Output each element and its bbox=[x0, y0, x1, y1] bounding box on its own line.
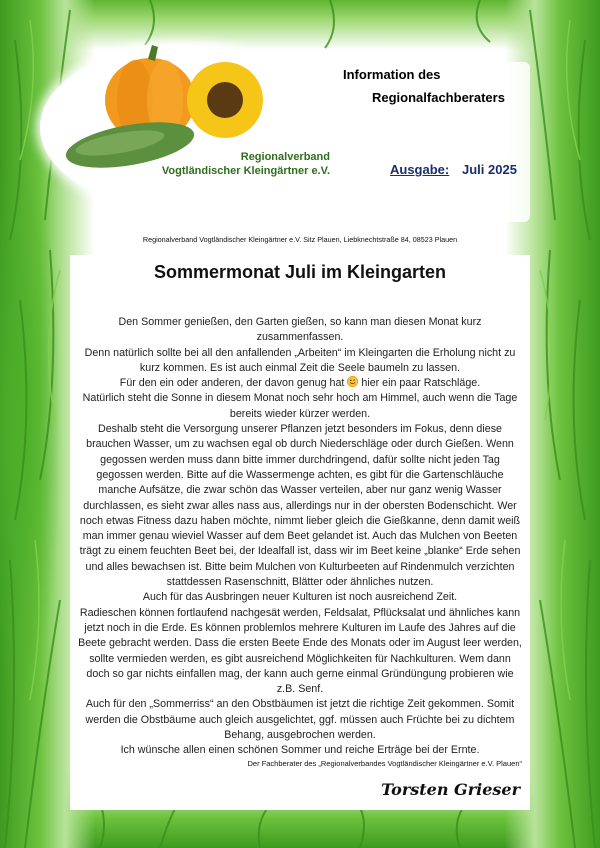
paragraph: Den Sommer genießen, den Garten gießen, so kann man diesen Monat kurz zusammenfassen. bbox=[118, 316, 482, 344]
page-title: Sommermonat Juli im Kleingarten bbox=[153, 262, 447, 282]
signature-name: Torsten Grieser bbox=[381, 780, 520, 799]
header-info-panel bbox=[330, 62, 530, 222]
paragraph: Radieschen können fortlaufend nachgesät werden, Feldsalat, Pflücksalat und ähnliches kann jetzt noch in die Erde. Es können problemlos mehrere Kulturen im Laufe des Jahres auf die Beete gebracht werden. Dass die ersten Beete Ende des Monats oder im August leer werden, sollte vermieden werden, es gibt ausreichend Möglichkeiten für Nachkulturen. Wem dann doch so gar nichts einfallen mag, der kann auch gerne einmal Gründüngung probieren wie z.B. Senf. bbox=[78, 606, 522, 696]
ratschlaege-text-before: Für den ein oder anderen, der davon genug hat bbox=[119, 377, 345, 390]
paragraph: Denn natürlich sollte bei all den anfallenden „Arbeiten“ im Kleingarten die Erholung nicht zu kurz kommen. Es ist auch einmal Zeit die Seele baumeln zu lassen. bbox=[84, 346, 516, 374]
logo-line1: Regionalverband bbox=[240, 151, 330, 163]
info-title-line1: Information des bbox=[343, 67, 441, 82]
paragraph: Ich wünsche allen einen schönen Sommer und reiche Erträge bei der Ernte. bbox=[120, 744, 480, 757]
logo-line2: Vogtländischer Kleingärtner e.V. bbox=[161, 165, 330, 177]
ausgabe-value: Juli 2025 bbox=[462, 162, 517, 177]
ausgabe-label: Ausgabe: bbox=[390, 162, 450, 177]
paragraph: Natürlich steht die Sonne in diesem Monat noch sehr hoch am Himmel, auch wenn die Tage bereits wieder kürzer werden. bbox=[82, 392, 518, 420]
info-title-line2: Regionalfachberaters bbox=[372, 90, 505, 105]
paragraph-ratschlaege bbox=[78, 376, 522, 391]
article-body bbox=[78, 315, 522, 759]
logo-text bbox=[150, 150, 330, 178]
paragraph: Auch für das Ausbringen neuer Kulturen ist noch ausreichend Zeit. bbox=[142, 591, 458, 604]
ratschlaege-text-after: hier ein paar Ratschläge. bbox=[361, 377, 481, 390]
address-line: Regionalverband Vogtländischer Kleingärtner e.V. Sitz Plauen, Liebknechtstraße 84, 08523 Plauen bbox=[95, 232, 505, 247]
paragraph: Deshalb steht die Versorgung unserer Pflanzen jetzt besonders im Fokus, denn diese brauchen Wasser, um zu wachsen egal ob durch Niederschläge oder durch Gießen. Wenn gegossen werden muss dann bitte immer durchdringend, dafür sollte nicht jeden Tag gegossen werden. Bitte auf die Wassermenge achten, es gibt für die Gartenschläuche manche Aufsätze, die zwar schön das Wasser verteilen, aber nur ganz wenig Wasser durchlassen, es sieht zwar alles nass aus, allerdings nur in der obersten Bodenschicht. Wer noch etwas Fitness dazu haben möchte, nimmt lieber gleich die Gießkanne, denn damit weiß man immer genau wieviel Wasser auf dem Beet gelandet ist. Auch das Mulchen von Beeten trägt zu einem feuchten Beet bei, der Idealfall ist, dass wir im Beet keine „blanke“ Erde sehen und alles bewachsen ist. Bitte beim Mulchen von Kulturbeeten auf Rindenmulch verzichten stattdessen Rasenschnitt, Blätter oder ähnliches nutzen. bbox=[79, 423, 521, 589]
signature-label: Der Fachberater des „Regionalverbandes Vogtländischer Kleingärtner e.V. Plauen“ bbox=[247, 759, 522, 768]
smiley-icon bbox=[347, 376, 358, 387]
paragraph: Auch für den „Sommerriss“ an den Obstbäumen ist jetzt die richtige Zeit gekommen. Somit werden die Obstbäume auch gleich ausgelichtet, ggf. müssen auch Früchte bei zu dichtem Behang, ausgebrochen werden. bbox=[85, 698, 515, 742]
